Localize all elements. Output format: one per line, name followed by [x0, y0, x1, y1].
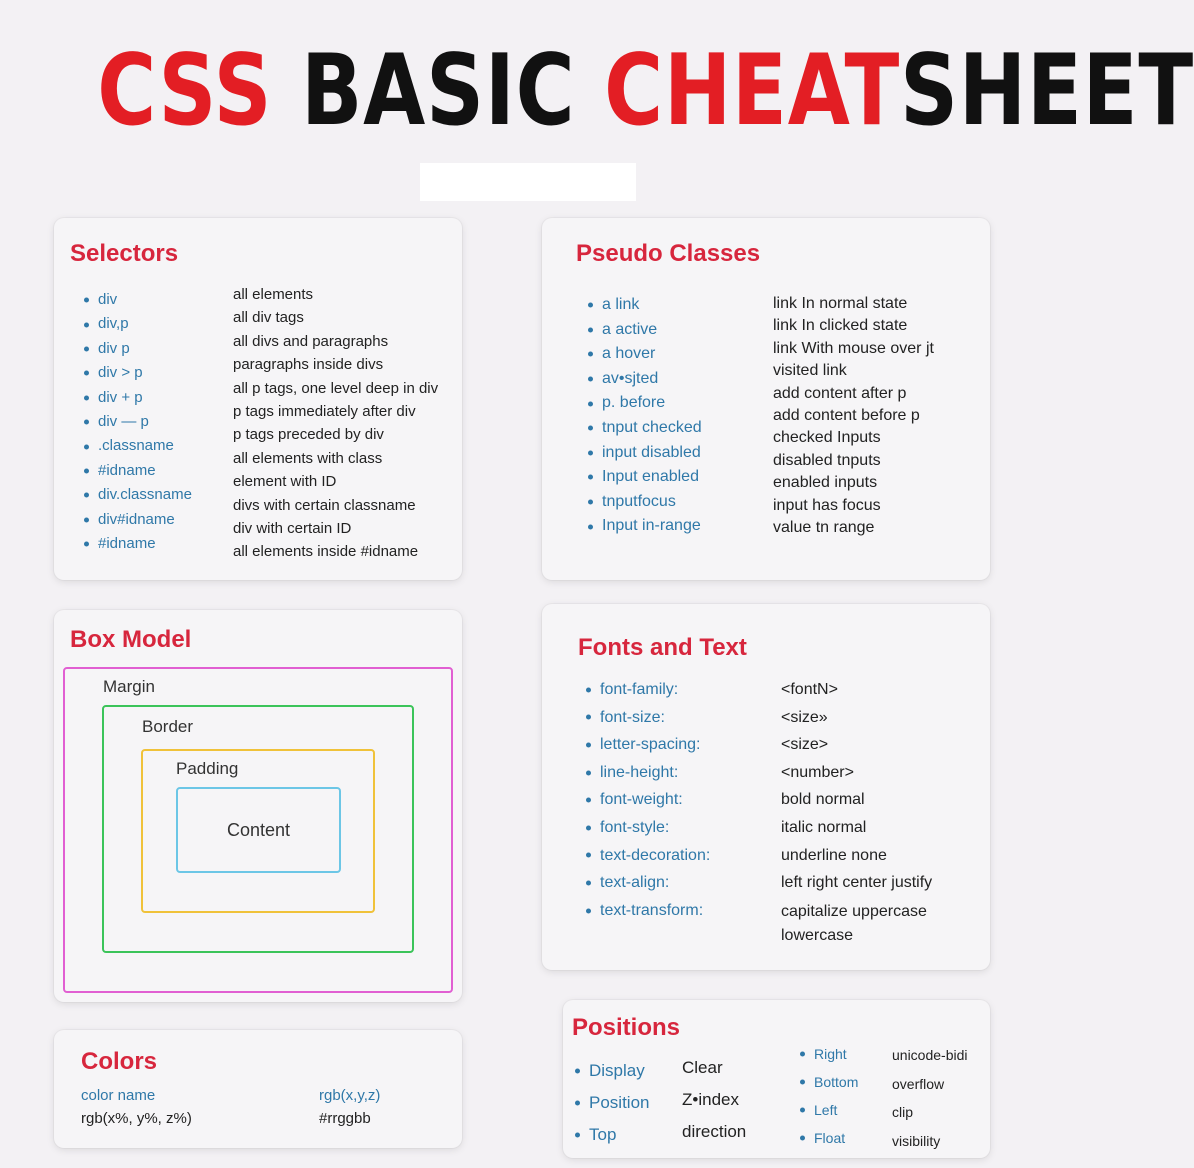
title-sheet: SHEET — [900, 34, 1194, 148]
value: lowercase — [781, 926, 854, 944]
list-item: tnput checked — [588, 416, 702, 441]
value: italic normal — [781, 818, 867, 836]
list-item: .classname — [84, 434, 192, 458]
positions-col3 — [800, 1040, 858, 1152]
list-item: text-align: — [586, 869, 710, 897]
hex-label: #rrggbb — [319, 1110, 371, 1127]
description: all elements inside #idname — [233, 543, 419, 561]
description: link With mouse over jt — [773, 339, 934, 357]
description: all elements — [233, 286, 314, 303]
description: disabled tnputs — [773, 451, 881, 469]
list-item: a link — [588, 293, 702, 318]
description: p tags preceded by div — [233, 426, 384, 444]
list-item: Position — [575, 1087, 649, 1119]
description: checked Inputs — [773, 429, 881, 447]
fonts-text-title: Fonts and Text — [578, 634, 747, 661]
list-item: #idname — [84, 459, 192, 483]
positions-col1 — [575, 1055, 649, 1151]
value: bold normal — [781, 791, 865, 809]
list-item: div — p — [84, 410, 192, 434]
list-item: div,p — [84, 312, 192, 336]
list-item: letter-spacing: — [586, 731, 710, 759]
description: enabled inputs — [773, 474, 878, 492]
value: capitalize uppercase — [781, 902, 927, 920]
value: unicode-bidi — [892, 1047, 968, 1063]
description: all p tags, one level deep in div — [233, 379, 439, 397]
list-item: font-weight: — [586, 786, 710, 814]
description: element with ID — [233, 473, 337, 491]
list-item: div > p — [84, 361, 192, 385]
value: Z•index — [682, 1090, 739, 1109]
box-model-card — [54, 610, 462, 1002]
value: <number> — [781, 763, 854, 781]
list-item: p. before — [588, 391, 702, 416]
description: link In clicked state — [773, 317, 908, 335]
list-item: text-transform: — [586, 897, 710, 925]
blank-banner — [420, 163, 636, 201]
list-item: div + p — [84, 386, 192, 410]
list-item: div.classname — [84, 483, 192, 507]
description: visited link — [773, 362, 847, 380]
list-item: text-decoration: — [586, 842, 710, 870]
content-box — [176, 787, 341, 873]
positions-title: Positions — [572, 1014, 681, 1041]
list-item: Float — [800, 1124, 858, 1152]
list-item: tnputfocus — [588, 490, 702, 515]
list-item: div#idname — [84, 508, 192, 532]
positions-card — [563, 1000, 990, 1158]
list-item: #idname — [84, 532, 192, 556]
value: <fontN> — [781, 681, 838, 698]
value: underline none — [781, 846, 887, 864]
value: overflow — [892, 1075, 945, 1092]
selectors-list — [84, 288, 192, 556]
page-title — [97, 34, 1194, 148]
list-item: a active — [588, 318, 702, 343]
description: all div tags — [233, 309, 304, 327]
colors-card — [54, 1030, 462, 1148]
list-item: Right — [800, 1040, 858, 1068]
value: visibility — [892, 1132, 941, 1149]
list-item: font-size: — [586, 704, 710, 732]
value: left right center justify — [781, 874, 933, 892]
description: all divs and paragraphs — [233, 332, 389, 350]
list-item: Bottom — [800, 1068, 858, 1096]
list-item: Left — [800, 1096, 858, 1124]
title-css: CSS — [97, 34, 273, 148]
selectors-title: Selectors — [70, 240, 179, 267]
description: all elements with class — [233, 449, 383, 467]
pseudo-descriptions — [773, 293, 934, 539]
value: <size> — [781, 736, 829, 754]
content-label: Content — [226, 820, 291, 840]
list-item: div p — [84, 337, 192, 361]
rgb-xyz-label: rgb(x,y,z) — [319, 1087, 381, 1104]
list-item: div — [84, 288, 192, 312]
list-item: av•sjted — [588, 367, 702, 392]
description: p tags immediately after div — [233, 402, 416, 420]
description: add content before p — [773, 406, 920, 424]
title-basic: BASIC — [301, 34, 576, 148]
value: <size» — [781, 708, 828, 726]
list-item: font-family: — [586, 676, 710, 704]
description: value tn range — [773, 518, 875, 536]
title-cheat: CHEAT — [604, 34, 901, 148]
list-item: Top — [575, 1119, 649, 1151]
box-model-title: Box Model — [70, 626, 192, 653]
list-item: font-style: — [586, 814, 710, 842]
padding-label: Padding — [176, 759, 239, 778]
border-label: Border — [142, 717, 194, 736]
rgb-percent-label: rgb(x%, y%, z%) — [81, 1110, 192, 1127]
description: add content after p — [773, 384, 907, 402]
list-item: Display — [575, 1055, 649, 1087]
pseudo-list — [588, 293, 702, 539]
list-item: Input enabled — [588, 465, 702, 490]
list-item: Input in-range — [588, 514, 702, 539]
pseudo-classes-title: Pseudo Classes — [576, 240, 761, 267]
description: divs with certain classname — [233, 496, 416, 514]
colors-title: Colors — [81, 1048, 158, 1075]
positions-col4 — [892, 1041, 968, 1155]
value: Clear — [682, 1058, 723, 1077]
value: clip — [892, 1104, 914, 1121]
fonts-text-card — [542, 604, 990, 970]
description: div with certain ID — [233, 519, 352, 537]
positions-col2 — [682, 1052, 746, 1148]
value: direction — [682, 1122, 747, 1141]
list-item: line-height: — [586, 759, 710, 787]
margin-label: Margin — [103, 677, 155, 696]
description: input has focus — [773, 496, 881, 514]
pseudo-classes-card — [542, 218, 990, 580]
fonts-list — [586, 676, 710, 924]
list-item: a hover — [588, 342, 702, 367]
description: paragraphs inside divs — [233, 356, 384, 374]
list-item: input disabled — [588, 441, 702, 466]
selectors-card — [54, 218, 462, 580]
description: link In normal state — [773, 295, 908, 312]
color-name-label: color name — [81, 1087, 156, 1104]
fonts-values — [781, 676, 932, 949]
selectors-descriptions — [233, 283, 438, 564]
